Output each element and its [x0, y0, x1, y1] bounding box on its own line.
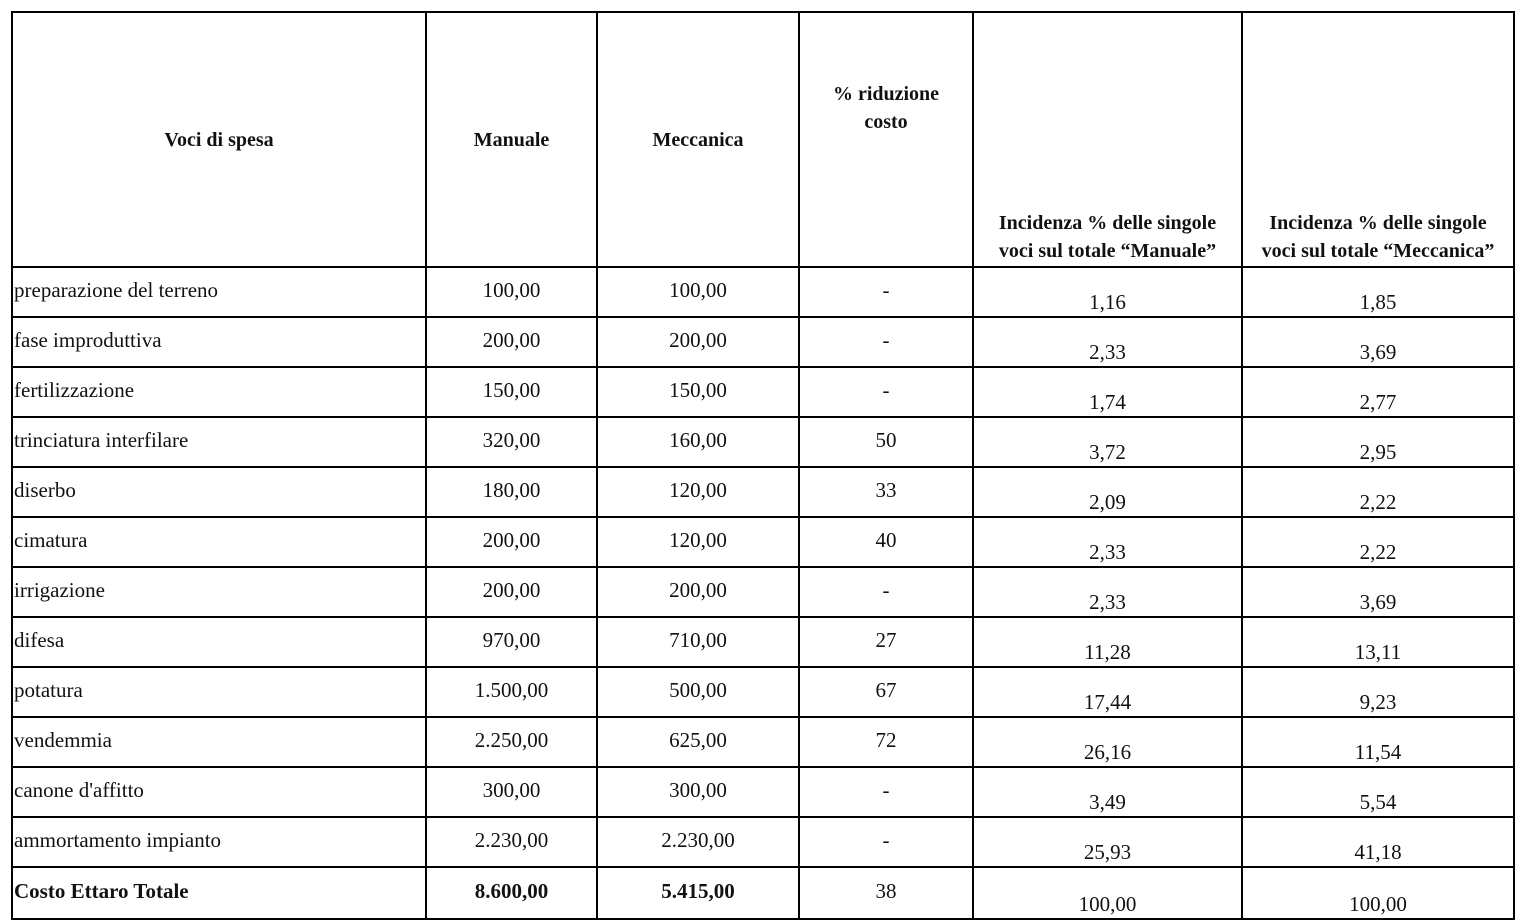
cell-voce: diserbo [12, 467, 426, 517]
cell-manuale: 100,00 [426, 267, 597, 317]
cell-meccanica: 100,00 [597, 267, 799, 317]
cell-meccanica: 200,00 [597, 567, 799, 617]
cell-riduzione: - [799, 567, 973, 617]
header-inc-manuale-line1: Incidenza % delle singole [998, 212, 1217, 234]
cell-voce: preparazione del terreno [12, 267, 426, 317]
cell-meccanica: 120,00 [597, 467, 799, 517]
cell-manuale: 200,00 [426, 567, 597, 617]
cell-inc-manuale: 2,33 [973, 317, 1242, 367]
cell-voce: fase improduttiva [12, 317, 426, 367]
cell-total-inc-manuale: 100,00 [973, 867, 1242, 919]
cell-meccanica: 710,00 [597, 617, 799, 667]
table-row [12, 517, 1514, 567]
header-riduzione-line1: % riduzione [832, 83, 940, 105]
cell-inc-manuale: 17,44 [973, 667, 1242, 717]
header-riduzione-line2: costo [864, 111, 908, 133]
cell-meccanica: 500,00 [597, 667, 799, 717]
cell-meccanica: 2.230,00 [597, 817, 799, 867]
cell-total-manuale: 8.600,00 [426, 867, 597, 919]
cell-inc-meccanica: 3,69 [1242, 317, 1514, 367]
cell-voce: irrigazione [12, 567, 426, 617]
header-incidenza-manuale [973, 12, 1242, 267]
table-row [12, 367, 1514, 417]
cell-inc-manuale: 11,28 [973, 617, 1242, 667]
cell-inc-meccanica: 5,54 [1242, 767, 1514, 817]
header-incidenza-meccanica [1242, 12, 1514, 267]
table-row [12, 417, 1514, 467]
cell-manuale: 150,00 [426, 367, 597, 417]
cell-inc-manuale: 2,09 [973, 467, 1242, 517]
cell-riduzione: - [799, 267, 973, 317]
cell-inc-meccanica: 2,22 [1242, 517, 1514, 567]
cell-riduzione: - [799, 367, 973, 417]
cell-inc-meccanica: 2,22 [1242, 467, 1514, 517]
header-inc-manuale-line2: voci sul totale “Manuale” [998, 240, 1217, 262]
cell-manuale: 180,00 [426, 467, 597, 517]
cell-inc-meccanica: 2,95 [1242, 417, 1514, 467]
table-row [12, 817, 1514, 867]
cell-meccanica: 120,00 [597, 517, 799, 567]
cell-manuale: 320,00 [426, 417, 597, 467]
cell-manuale: 2.230,00 [426, 817, 597, 867]
cell-riduzione: 33 [799, 467, 973, 517]
header-row [12, 12, 1514, 267]
cell-voce: canone d'affitto [12, 767, 426, 817]
cell-meccanica: 200,00 [597, 317, 799, 367]
cell-riduzione: 72 [799, 717, 973, 767]
total-row [12, 867, 1514, 919]
cell-manuale: 200,00 [426, 517, 597, 567]
cell-inc-meccanica: 41,18 [1242, 817, 1514, 867]
cell-manuale: 2.250,00 [426, 717, 597, 767]
cell-inc-manuale: 25,93 [973, 817, 1242, 867]
cell-meccanica: 300,00 [597, 767, 799, 817]
cell-voce: cimatura [12, 517, 426, 567]
cell-riduzione: - [799, 767, 973, 817]
cell-riduzione: 40 [799, 517, 973, 567]
cell-inc-manuale: 1,16 [973, 267, 1242, 317]
cell-riduzione: - [799, 317, 973, 367]
cell-inc-meccanica: 11,54 [1242, 717, 1514, 767]
cell-inc-meccanica: 13,11 [1242, 617, 1514, 667]
cost-comparison-table [11, 11, 1515, 920]
cell-voce: trinciatura interfilare [12, 417, 426, 467]
table-row [12, 717, 1514, 767]
header-voci-di-spesa: Voci di spesa [12, 12, 426, 267]
cell-total-voce: Costo Ettaro Totale [12, 867, 426, 919]
cell-voce: fertilizzazione [12, 367, 426, 417]
cell-inc-manuale: 3,72 [973, 417, 1242, 467]
cell-inc-meccanica: 1,85 [1242, 267, 1514, 317]
table-row [12, 767, 1514, 817]
cell-inc-meccanica: 9,23 [1242, 667, 1514, 717]
cell-inc-meccanica: 3,69 [1242, 567, 1514, 617]
table-header [12, 12, 1514, 267]
table-row [12, 667, 1514, 717]
table-row [12, 467, 1514, 517]
table-body [12, 267, 1514, 919]
cell-riduzione: 27 [799, 617, 973, 667]
table-row [12, 267, 1514, 317]
cell-inc-meccanica: 2,77 [1242, 367, 1514, 417]
cell-riduzione: 50 [799, 417, 973, 467]
cell-riduzione: - [799, 817, 973, 867]
header-inc-meccanica-line1: Incidenza % delle singole [1269, 212, 1487, 234]
cell-total-meccanica: 5.415,00 [597, 867, 799, 919]
header-inc-meccanica-line2: voci sul totale “Meccanica” [1261, 240, 1495, 262]
cell-voce: difesa [12, 617, 426, 667]
cell-voce: vendemmia [12, 717, 426, 767]
cell-riduzione: 67 [799, 667, 973, 717]
cell-inc-manuale: 3,49 [973, 767, 1242, 817]
cell-inc-manuale: 2,33 [973, 517, 1242, 567]
cell-total-riduzione: 38 [799, 867, 973, 919]
cell-total-inc-meccanica: 100,00 [1242, 867, 1514, 919]
cell-meccanica: 160,00 [597, 417, 799, 467]
cell-manuale: 300,00 [426, 767, 597, 817]
cell-inc-manuale: 2,33 [973, 567, 1242, 617]
cell-manuale: 200,00 [426, 317, 597, 367]
cell-voce: ammortamento impianto [12, 817, 426, 867]
header-meccanica: Meccanica [597, 12, 799, 267]
header-manuale: Manuale [426, 12, 597, 267]
cell-manuale: 970,00 [426, 617, 597, 667]
cell-inc-manuale: 26,16 [973, 717, 1242, 767]
table-row [12, 317, 1514, 367]
cell-manuale: 1.500,00 [426, 667, 597, 717]
table-row [12, 567, 1514, 617]
cell-voce: potatura [12, 667, 426, 717]
header-riduzione-costo [799, 12, 973, 267]
cell-meccanica: 625,00 [597, 717, 799, 767]
cell-inc-manuale: 1,74 [973, 367, 1242, 417]
cell-meccanica: 150,00 [597, 367, 799, 417]
table-row [12, 617, 1514, 667]
